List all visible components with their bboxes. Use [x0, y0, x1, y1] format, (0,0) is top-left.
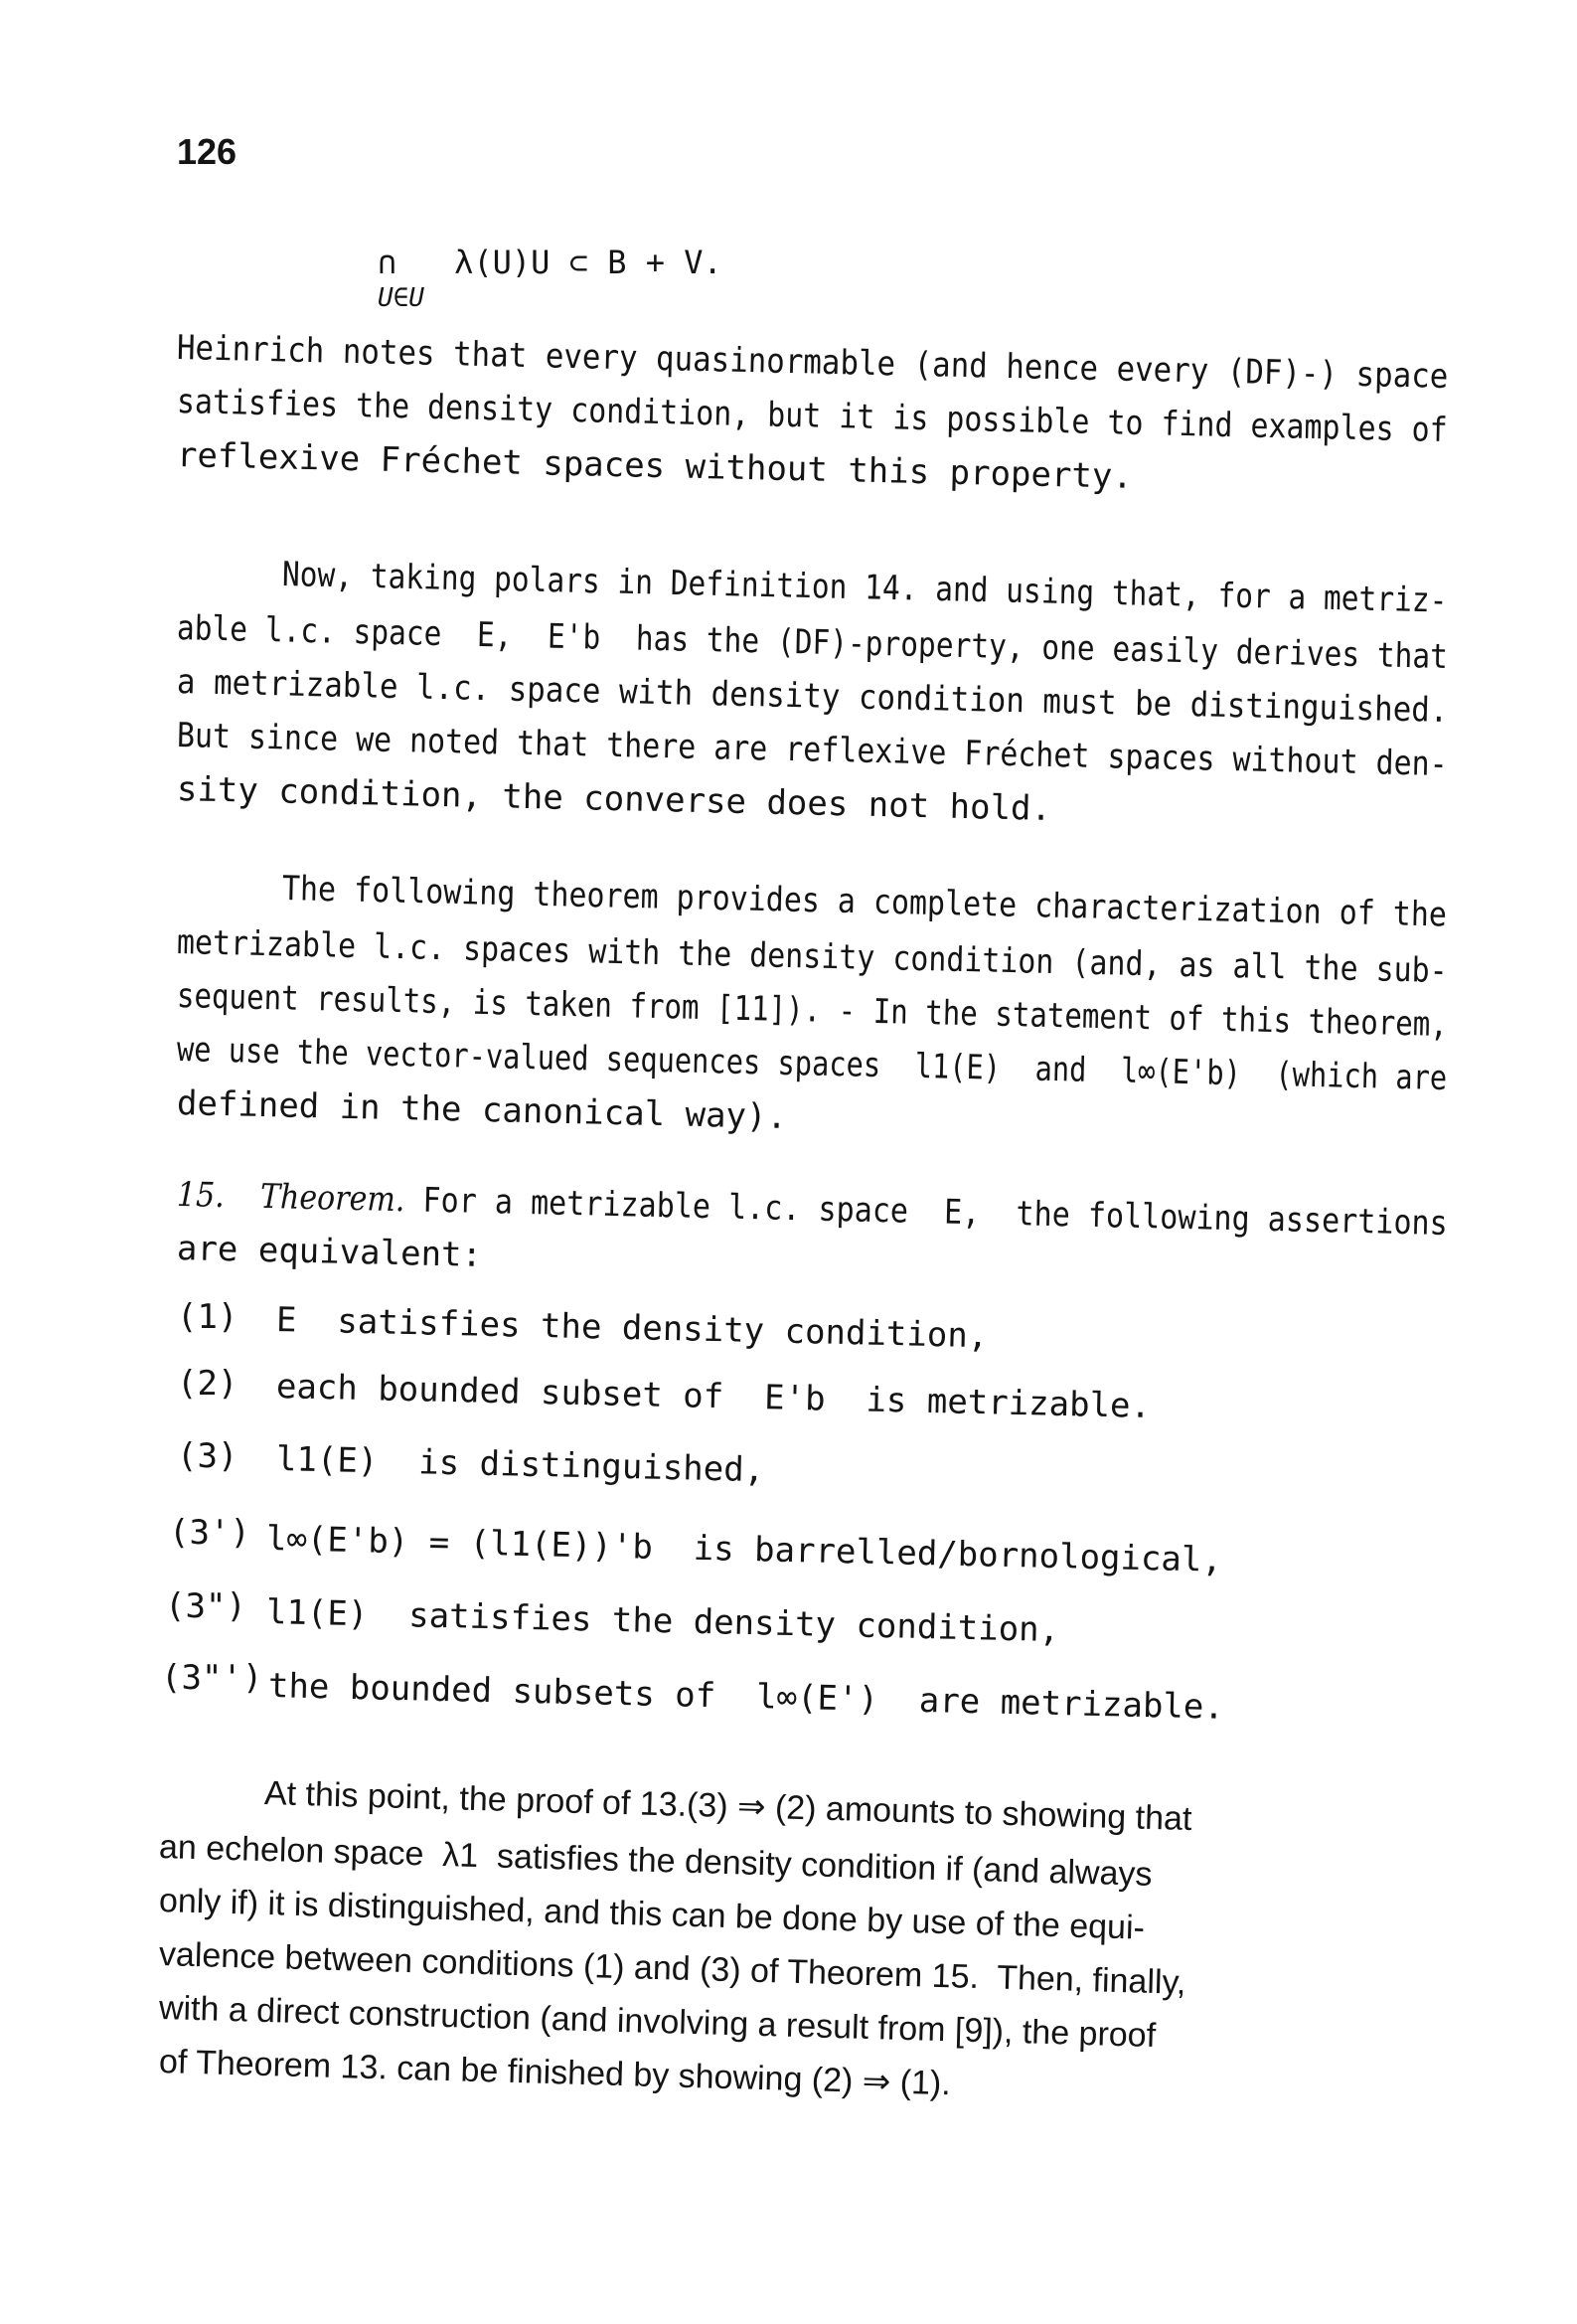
item-3triple-text: the bounded subsets of l∞(E') are metrizable. [267, 1666, 1225, 1728]
paragraph-1-line-2: satisfies the density condition, but it is possible to find examples of [176, 382, 1449, 451]
item-3-text: l1(E) is distinguished, [275, 1439, 765, 1491]
paragraph-4-line-6: of Theorem 13. can be finished by showing (2) ⇒ (1). [158, 2043, 952, 2103]
paragraph-3-line-1: The following theorem provides a complete characterization of the [281, 869, 1448, 935]
item-2-text: each bounded subset of E'b is metrizable. [275, 1367, 1152, 1426]
paragraph-2-line-4: But since we noted that there are reflexive Fréchet spaces without den- [176, 716, 1449, 785]
paragraph-4-line-5: with a direct construction (and involving a result from [9]), the proof [158, 1989, 1157, 2056]
paragraph-2-line-1: Now, taking polars in Definition 14. and using that, for a metriz- [281, 555, 1448, 621]
formula-subscript: U∈U [378, 283, 424, 313]
paragraph-4-line-4: valence between conditions (1) and (3) of Theorem 15. Then, finally, [158, 1935, 1186, 2002]
paragraph-1-line-3: reflexive Fréchet spaces without this property. [176, 435, 1134, 497]
theorem-line-2: are equivalent: [176, 1229, 483, 1275]
item-3double-label: (3") [165, 1586, 246, 1626]
paragraph-2-line-5: sity condition, the converse does not hold. [176, 769, 1052, 829]
paragraph-4-line-1: At this point, the proof of 13.(3) ⇒ (2) amounts to showing that [263, 1774, 1192, 1839]
item-3prime-text: l∞(E'b) = (l1(E))'b is barrelled/bornological, [265, 1519, 1223, 1580]
paragraph-3-line-3: sequent results, is taken from [11]). - In the statement of this theorem, [176, 976, 1449, 1046]
paragraph-4-line-2: an echelon space λ1 satisfies the density condition if (and always [158, 1828, 1153, 1894]
item-3prime-label: (3') [169, 1513, 250, 1553]
item-2-label: (2) [177, 1364, 238, 1404]
item-3double-text: l1(E) satisfies the density condition, [265, 1592, 1060, 1651]
item-3-label: (3) [177, 1436, 238, 1476]
paragraph-4-line-3: only if) it is distinguished, and this can be done by use of the equi- [158, 1882, 1146, 1947]
paragraph-2-line-3: a metrizable l.c. space with density condition must be distinguished. [176, 662, 1449, 732]
paragraph-2-line-2: able l.c. space E, E'b has the (DF)-property, one easily derives that [176, 608, 1449, 678]
page-number: 126 [177, 131, 237, 172]
item-1-text: E satisfies the density condition, [275, 1300, 989, 1357]
theorem-label: Theorem. [259, 1176, 405, 1221]
paragraph-3-line-4: we use the vector-valued sequences spaces l1(E) and l∞(E'b) (which are [176, 1030, 1448, 1098]
formula: ∩ λ(U)U ⊂ B + V. [378, 244, 722, 281]
paragraph-1-line-1: Heinrich notes that every quasinormable (and hence every (DF)-) space [176, 328, 1449, 398]
theorem-number: 15. [176, 1175, 226, 1217]
paragraph-3-line-2: metrizable l.c. spaces with the density condition (and, as all the sub- [176, 922, 1449, 992]
item-3triple-label: (3"') [161, 1658, 263, 1698]
item-1-label: (1) [177, 1297, 238, 1337]
theorem-line-1-text: For a metrizable l.c. space E, the following assertions [422, 1180, 1449, 1245]
paragraph-3-line-5: defined in the canonical way). [176, 1083, 788, 1137]
